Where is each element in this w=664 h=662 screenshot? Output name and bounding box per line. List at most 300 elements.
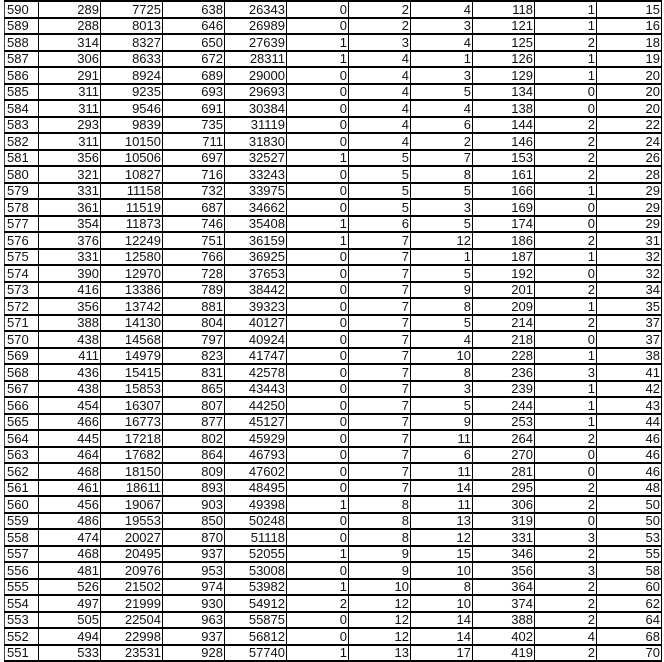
cell-count_b[interactable]: 691 [163, 100, 225, 117]
cell-count_b[interactable]: 877 [163, 414, 225, 431]
cell-col11[interactable]: 58 [597, 562, 662, 579]
cell-count_b[interactable]: 751 [163, 232, 225, 249]
cell-score[interactable]: 574 [5, 265, 39, 282]
cell-col11[interactable]: 34 [597, 282, 662, 299]
cell-col9[interactable]: 346 [473, 546, 535, 563]
cell-col7[interactable]: 7 [349, 381, 411, 398]
cell-cumulative[interactable]: 17218 [101, 430, 163, 447]
cell-col8[interactable]: 14 [411, 628, 473, 645]
cell-score[interactable]: 553 [5, 612, 39, 629]
cell-count[interactable]: 306 [39, 51, 101, 68]
cell-col8[interactable]: 8 [411, 364, 473, 381]
cell-col8[interactable]: 12 [411, 232, 473, 249]
cell-score[interactable]: 563 [5, 447, 39, 464]
cell-cumulative_b[interactable]: 26989 [225, 18, 287, 35]
cell-cumulative_b[interactable]: 38442 [225, 282, 287, 299]
cell-col6[interactable]: 0 [287, 249, 349, 266]
cell-count[interactable]: 464 [39, 447, 101, 464]
cell-col8[interactable]: 7 [411, 150, 473, 167]
cell-col6[interactable]: 0 [287, 18, 349, 35]
cell-col7[interactable]: 7 [349, 430, 411, 447]
cell-col9[interactable]: 356 [473, 562, 535, 579]
cell-count[interactable]: 526 [39, 579, 101, 596]
cell-col7[interactable]: 5 [349, 166, 411, 183]
cell-score[interactable]: 576 [5, 232, 39, 249]
cell-cumulative_b[interactable]: 37653 [225, 265, 287, 282]
cell-score[interactable]: 555 [5, 579, 39, 596]
cell-col8[interactable]: 12 [411, 529, 473, 546]
cell-count[interactable]: 388 [39, 315, 101, 332]
cell-score[interactable]: 565 [5, 414, 39, 431]
cell-cumulative[interactable]: 17682 [101, 447, 163, 464]
cell-col6[interactable]: 1 [287, 150, 349, 167]
cell-score[interactable]: 570 [5, 331, 39, 348]
cell-col9[interactable]: 419 [473, 645, 535, 662]
cell-col11[interactable]: 60 [597, 579, 662, 596]
cell-col6[interactable]: 0 [287, 100, 349, 117]
cell-cumulative_b[interactable]: 31830 [225, 133, 287, 150]
cell-count_b[interactable]: 711 [163, 133, 225, 150]
cell-col11[interactable]: 46 [597, 430, 662, 447]
cell-col6[interactable]: 1 [287, 546, 349, 563]
cell-col11[interactable]: 31 [597, 232, 662, 249]
cell-count[interactable]: 505 [39, 612, 101, 629]
cell-cumulative_b[interactable]: 40924 [225, 331, 287, 348]
cell-cumulative[interactable]: 15415 [101, 364, 163, 381]
cell-col7[interactable]: 9 [349, 546, 411, 563]
cell-col6[interactable]: 1 [287, 579, 349, 596]
cell-col11[interactable]: 43 [597, 397, 662, 414]
cell-col8[interactable]: 5 [411, 84, 473, 101]
cell-cumulative_b[interactable]: 57740 [225, 645, 287, 662]
cell-score[interactable]: 554 [5, 595, 39, 612]
cell-cumulative_b[interactable]: 34662 [225, 199, 287, 216]
cell-col7[interactable]: 7 [349, 480, 411, 497]
cell-score[interactable]: 558 [5, 529, 39, 546]
cell-col11[interactable]: 37 [597, 315, 662, 332]
cell-score[interactable]: 551 [5, 645, 39, 662]
cell-cumulative[interactable]: 8924 [101, 67, 163, 84]
cell-col9[interactable]: 218 [473, 331, 535, 348]
cell-count_b[interactable]: 797 [163, 331, 225, 348]
cell-col8[interactable]: 3 [411, 199, 473, 216]
cell-col10[interactable]: 2 [535, 595, 597, 612]
cell-col7[interactable]: 9 [349, 562, 411, 579]
cell-col11[interactable]: 32 [597, 265, 662, 282]
cell-cumulative_b[interactable]: 33975 [225, 183, 287, 200]
cell-score[interactable]: 590 [5, 1, 39, 18]
cell-cumulative_b[interactable]: 36925 [225, 249, 287, 266]
cell-col6[interactable]: 0 [287, 381, 349, 398]
cell-col8[interactable]: 9 [411, 282, 473, 299]
cell-count_b[interactable]: 766 [163, 249, 225, 266]
cell-col8[interactable]: 1 [411, 51, 473, 68]
cell-cumulative[interactable]: 14979 [101, 348, 163, 365]
cell-cumulative[interactable]: 14130 [101, 315, 163, 332]
cell-col11[interactable]: 48 [597, 480, 662, 497]
cell-col8[interactable]: 5 [411, 216, 473, 233]
cell-cumulative_b[interactable]: 43443 [225, 381, 287, 398]
cell-score[interactable]: 552 [5, 628, 39, 645]
cell-cumulative[interactable]: 20976 [101, 562, 163, 579]
cell-col11[interactable]: 26 [597, 150, 662, 167]
cell-cumulative[interactable]: 20027 [101, 529, 163, 546]
cell-col10[interactable]: 1 [535, 414, 597, 431]
cell-col10[interactable]: 0 [535, 463, 597, 480]
cell-col8[interactable]: 11 [411, 463, 473, 480]
cell-col6[interactable]: 0 [287, 480, 349, 497]
cell-col6[interactable]: 0 [287, 265, 349, 282]
cell-col11[interactable]: 16 [597, 18, 662, 35]
cell-col8[interactable]: 14 [411, 480, 473, 497]
cell-col7[interactable]: 12 [349, 595, 411, 612]
cell-count[interactable]: 468 [39, 463, 101, 480]
cell-col10[interactable]: 0 [535, 84, 597, 101]
cell-cumulative[interactable]: 9839 [101, 117, 163, 134]
cell-count_b[interactable]: 870 [163, 529, 225, 546]
cell-col6[interactable]: 2 [287, 595, 349, 612]
cell-col10[interactable]: 2 [535, 282, 597, 299]
cell-col8[interactable]: 5 [411, 265, 473, 282]
cell-col8[interactable]: 9 [411, 414, 473, 431]
cell-count[interactable]: 293 [39, 117, 101, 134]
cell-col6[interactable]: 0 [287, 628, 349, 645]
cell-col6[interactable]: 0 [287, 562, 349, 579]
cell-count_b[interactable]: 850 [163, 513, 225, 530]
cell-col9[interactable]: 295 [473, 480, 535, 497]
cell-cumulative[interactable]: 8327 [101, 34, 163, 51]
cell-count_b[interactable]: 937 [163, 546, 225, 563]
cell-col7[interactable]: 4 [349, 67, 411, 84]
cell-col8[interactable]: 3 [411, 381, 473, 398]
cell-count_b[interactable]: 963 [163, 612, 225, 629]
cell-col7[interactable]: 10 [349, 579, 411, 596]
cell-col11[interactable]: 19 [597, 51, 662, 68]
cell-count_b[interactable]: 928 [163, 645, 225, 662]
cell-cumulative_b[interactable]: 28311 [225, 51, 287, 68]
cell-count[interactable]: 356 [39, 150, 101, 167]
cell-col8[interactable]: 4 [411, 34, 473, 51]
cell-count_b[interactable]: 802 [163, 430, 225, 447]
cell-col11[interactable]: 24 [597, 133, 662, 150]
cell-cumulative_b[interactable]: 45127 [225, 414, 287, 431]
cell-cumulative[interactable]: 12580 [101, 249, 163, 266]
cell-cumulative[interactable]: 11519 [101, 199, 163, 216]
cell-count[interactable]: 311 [39, 84, 101, 101]
cell-col6[interactable]: 1 [287, 496, 349, 513]
cell-col6[interactable]: 0 [287, 84, 349, 101]
cell-col9[interactable]: 192 [473, 265, 535, 282]
cell-cumulative_b[interactable]: 49398 [225, 496, 287, 513]
cell-col10[interactable]: 2 [535, 546, 597, 563]
cell-col10[interactable]: 1 [535, 67, 597, 84]
cell-count[interactable]: 390 [39, 265, 101, 282]
cell-col6[interactable]: 0 [287, 430, 349, 447]
cell-col7[interactable]: 4 [349, 100, 411, 117]
cell-col9[interactable]: 364 [473, 579, 535, 596]
cell-count[interactable]: 438 [39, 381, 101, 398]
cell-col7[interactable]: 4 [349, 51, 411, 68]
cell-cumulative[interactable]: 15853 [101, 381, 163, 398]
cell-count_b[interactable]: 953 [163, 562, 225, 579]
cell-score[interactable]: 561 [5, 480, 39, 497]
cell-col7[interactable]: 2 [349, 1, 411, 18]
cell-col6[interactable]: 1 [287, 51, 349, 68]
cell-col11[interactable]: 50 [597, 496, 662, 513]
cell-col8[interactable]: 4 [411, 331, 473, 348]
cell-col9[interactable]: 374 [473, 595, 535, 612]
cell-col6[interactable]: 0 [287, 447, 349, 464]
cell-col7[interactable]: 7 [349, 315, 411, 332]
cell-count[interactable]: 466 [39, 414, 101, 431]
cell-col9[interactable]: 146 [473, 133, 535, 150]
cell-col8[interactable]: 3 [411, 18, 473, 35]
cell-count[interactable]: 497 [39, 595, 101, 612]
cell-col6[interactable]: 0 [287, 397, 349, 414]
cell-col7[interactable]: 7 [349, 331, 411, 348]
cell-score[interactable]: 585 [5, 84, 39, 101]
cell-count[interactable]: 331 [39, 249, 101, 266]
cell-count_b[interactable]: 831 [163, 364, 225, 381]
cell-col8[interactable]: 10 [411, 348, 473, 365]
cell-col8[interactable]: 5 [411, 397, 473, 414]
cell-col10[interactable]: 2 [535, 480, 597, 497]
cell-cumulative[interactable]: 22998 [101, 628, 163, 645]
cell-col8[interactable]: 8 [411, 579, 473, 596]
cell-col7[interactable]: 5 [349, 150, 411, 167]
cell-col6[interactable]: 0 [287, 67, 349, 84]
cell-col10[interactable]: 0 [535, 199, 597, 216]
cell-col6[interactable]: 1 [287, 34, 349, 51]
cell-col11[interactable]: 68 [597, 628, 662, 645]
cell-count_b[interactable]: 937 [163, 628, 225, 645]
cell-col7[interactable]: 2 [349, 18, 411, 35]
cell-col7[interactable]: 5 [349, 199, 411, 216]
cell-col9[interactable]: 126 [473, 51, 535, 68]
cell-count_b[interactable]: 689 [163, 67, 225, 84]
cell-col10[interactable]: 2 [535, 34, 597, 51]
cell-cumulative[interactable]: 8013 [101, 18, 163, 35]
cell-col9[interactable]: 169 [473, 199, 535, 216]
cell-count[interactable]: 416 [39, 282, 101, 299]
cell-cumulative[interactable]: 18611 [101, 480, 163, 497]
cell-cumulative_b[interactable]: 46793 [225, 447, 287, 464]
cell-col6[interactable]: 0 [287, 529, 349, 546]
cell-col8[interactable]: 1 [411, 249, 473, 266]
cell-col11[interactable]: 15 [597, 1, 662, 18]
cell-count_b[interactable]: 807 [163, 397, 225, 414]
cell-cumulative_b[interactable]: 32527 [225, 150, 287, 167]
cell-col10[interactable]: 2 [535, 645, 597, 662]
cell-count_b[interactable]: 789 [163, 282, 225, 299]
cell-count_b[interactable]: 930 [163, 595, 225, 612]
cell-score[interactable]: 560 [5, 496, 39, 513]
cell-cumulative[interactable]: 12249 [101, 232, 163, 249]
cell-cumulative[interactable]: 11873 [101, 216, 163, 233]
cell-col11[interactable]: 35 [597, 298, 662, 315]
cell-col6[interactable]: 1 [287, 232, 349, 249]
cell-col6[interactable]: 0 [287, 331, 349, 348]
cell-cumulative[interactable]: 23531 [101, 645, 163, 662]
cell-col9[interactable]: 134 [473, 84, 535, 101]
cell-col11[interactable]: 64 [597, 612, 662, 629]
cell-col10[interactable]: 2 [535, 612, 597, 629]
cell-col7[interactable]: 7 [349, 364, 411, 381]
cell-cumulative[interactable]: 16307 [101, 397, 163, 414]
cell-cumulative[interactable]: 12970 [101, 265, 163, 282]
cell-col10[interactable]: 1 [535, 381, 597, 398]
cell-cumulative_b[interactable]: 53982 [225, 579, 287, 596]
cell-cumulative_b[interactable]: 48495 [225, 480, 287, 497]
cell-count[interactable]: 481 [39, 562, 101, 579]
cell-score[interactable]: 577 [5, 216, 39, 233]
cell-cumulative_b[interactable]: 39323 [225, 298, 287, 315]
cell-cumulative[interactable]: 9235 [101, 84, 163, 101]
cell-cumulative_b[interactable]: 53008 [225, 562, 287, 579]
cell-col9[interactable]: 270 [473, 447, 535, 464]
cell-col11[interactable]: 37 [597, 331, 662, 348]
cell-col11[interactable]: 46 [597, 463, 662, 480]
cell-col7[interactable]: 12 [349, 628, 411, 645]
cell-cumulative_b[interactable]: 44250 [225, 397, 287, 414]
cell-col6[interactable]: 1 [287, 216, 349, 233]
cell-col6[interactable]: 0 [287, 298, 349, 315]
cell-col7[interactable]: 12 [349, 612, 411, 629]
cell-col7[interactable]: 7 [349, 298, 411, 315]
cell-score[interactable]: 571 [5, 315, 39, 332]
cell-count[interactable]: 354 [39, 216, 101, 233]
cell-score[interactable]: 573 [5, 282, 39, 299]
cell-col10[interactable]: 1 [535, 1, 597, 18]
cell-col6[interactable]: 0 [287, 117, 349, 134]
cell-col10[interactable]: 2 [535, 430, 597, 447]
cell-cumulative_b[interactable]: 35408 [225, 216, 287, 233]
cell-score[interactable]: 572 [5, 298, 39, 315]
cell-cumulative[interactable]: 10506 [101, 150, 163, 167]
cell-col9[interactable]: 228 [473, 348, 535, 365]
cell-col9[interactable]: 161 [473, 166, 535, 183]
cell-cumulative[interactable]: 10150 [101, 133, 163, 150]
cell-count_b[interactable]: 881 [163, 298, 225, 315]
cell-col9[interactable]: 166 [473, 183, 535, 200]
cell-cumulative_b[interactable]: 40127 [225, 315, 287, 332]
cell-col9[interactable]: 253 [473, 414, 535, 431]
cell-cumulative_b[interactable]: 51118 [225, 529, 287, 546]
cell-cumulative_b[interactable]: 31119 [225, 117, 287, 134]
cell-count_b[interactable]: 746 [163, 216, 225, 233]
cell-count[interactable]: 288 [39, 18, 101, 35]
cell-score[interactable]: 567 [5, 381, 39, 398]
cell-col11[interactable]: 38 [597, 348, 662, 365]
cell-col10[interactable]: 1 [535, 18, 597, 35]
cell-col10[interactable]: 0 [535, 331, 597, 348]
cell-col10[interactable]: 0 [535, 513, 597, 530]
cell-score[interactable]: 586 [5, 67, 39, 84]
cell-col7[interactable]: 7 [349, 447, 411, 464]
cell-col7[interactable]: 4 [349, 117, 411, 134]
cell-score[interactable]: 583 [5, 117, 39, 134]
cell-count_b[interactable]: 893 [163, 480, 225, 497]
cell-score[interactable]: 557 [5, 546, 39, 563]
cell-count[interactable]: 321 [39, 166, 101, 183]
cell-col9[interactable]: 187 [473, 249, 535, 266]
cell-col6[interactable]: 0 [287, 612, 349, 629]
cell-count[interactable]: 438 [39, 331, 101, 348]
cell-count[interactable]: 494 [39, 628, 101, 645]
cell-cumulative_b[interactable]: 27639 [225, 34, 287, 51]
cell-col6[interactable]: 0 [287, 199, 349, 216]
cell-col7[interactable]: 4 [349, 84, 411, 101]
cell-col7[interactable]: 7 [349, 249, 411, 266]
cell-col11[interactable]: 28 [597, 166, 662, 183]
cell-cumulative[interactable]: 13742 [101, 298, 163, 315]
cell-count[interactable]: 436 [39, 364, 101, 381]
cell-col8[interactable]: 14 [411, 612, 473, 629]
cell-col10[interactable]: 0 [535, 216, 597, 233]
cell-col7[interactable]: 3 [349, 34, 411, 51]
cell-cumulative_b[interactable]: 56812 [225, 628, 287, 645]
cell-col6[interactable]: 0 [287, 463, 349, 480]
cell-col10[interactable]: 2 [535, 133, 597, 150]
cell-col11[interactable]: 53 [597, 529, 662, 546]
cell-score[interactable]: 562 [5, 463, 39, 480]
cell-score[interactable]: 587 [5, 51, 39, 68]
cell-col8[interactable]: 3 [411, 67, 473, 84]
cell-col10[interactable]: 2 [535, 315, 597, 332]
cell-score[interactable]: 581 [5, 150, 39, 167]
cell-col11[interactable]: 18 [597, 34, 662, 51]
cell-col6[interactable]: 0 [287, 1, 349, 18]
cell-col6[interactable]: 0 [287, 513, 349, 530]
cell-cumulative_b[interactable]: 47602 [225, 463, 287, 480]
cell-cumulative_b[interactable]: 42578 [225, 364, 287, 381]
cell-count_b[interactable]: 646 [163, 18, 225, 35]
cell-score[interactable]: 584 [5, 100, 39, 117]
cell-col6[interactable]: 0 [287, 183, 349, 200]
cell-cumulative_b[interactable]: 50248 [225, 513, 287, 530]
cell-col6[interactable]: 0 [287, 133, 349, 150]
cell-cumulative_b[interactable]: 33243 [225, 166, 287, 183]
cell-count[interactable]: 486 [39, 513, 101, 530]
cell-cumulative[interactable]: 18150 [101, 463, 163, 480]
cell-col6[interactable]: 0 [287, 282, 349, 299]
cell-col9[interactable]: 144 [473, 117, 535, 134]
cell-col9[interactable]: 153 [473, 150, 535, 167]
cell-col9[interactable]: 319 [473, 513, 535, 530]
cell-col11[interactable]: 29 [597, 216, 662, 233]
cell-col10[interactable]: 0 [535, 100, 597, 117]
cell-count_b[interactable]: 638 [163, 1, 225, 18]
cell-col7[interactable]: 7 [349, 232, 411, 249]
cell-col8[interactable]: 17 [411, 645, 473, 662]
cell-col8[interactable]: 15 [411, 546, 473, 563]
cell-col6[interactable]: 0 [287, 414, 349, 431]
cell-col7[interactable]: 6 [349, 216, 411, 233]
cell-col10[interactable]: 1 [535, 298, 597, 315]
cell-col10[interactable]: 2 [535, 232, 597, 249]
cell-count[interactable]: 474 [39, 529, 101, 546]
cell-col7[interactable]: 7 [349, 282, 411, 299]
cell-col9[interactable]: 125 [473, 34, 535, 51]
cell-col10[interactable]: 4 [535, 628, 597, 645]
cell-col11[interactable]: 20 [597, 84, 662, 101]
cell-cumulative[interactable]: 10827 [101, 166, 163, 183]
cell-count[interactable]: 376 [39, 232, 101, 249]
cell-cumulative[interactable]: 21999 [101, 595, 163, 612]
cell-col7[interactable]: 7 [349, 463, 411, 480]
cell-count[interactable]: 411 [39, 348, 101, 365]
cell-score[interactable]: 579 [5, 183, 39, 200]
